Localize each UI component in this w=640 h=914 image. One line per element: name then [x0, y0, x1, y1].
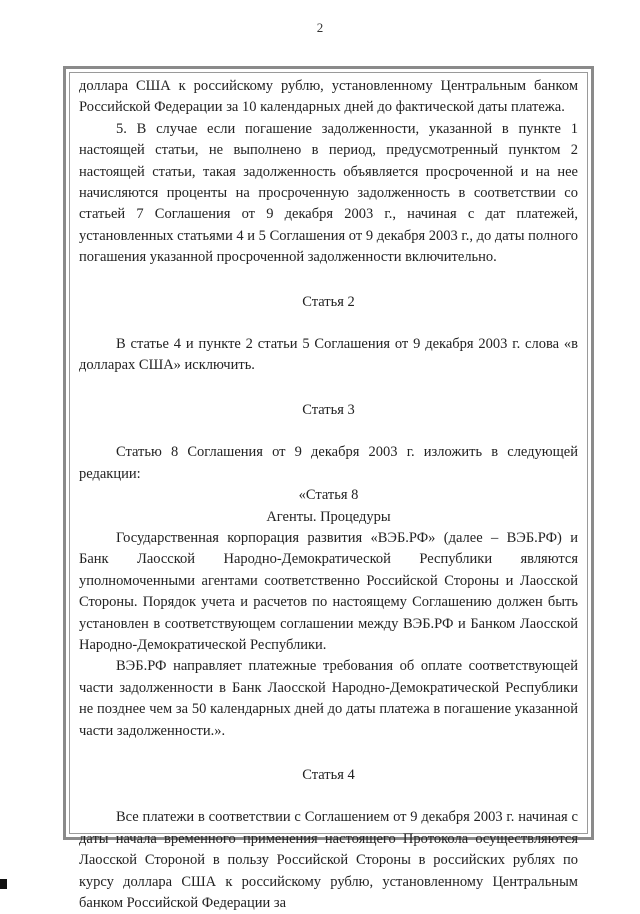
article-2-heading: Статья 2: [302, 293, 355, 310]
agents-procedures-heading: Агенты. Процедуры: [266, 508, 391, 525]
article-8-quoted-heading: «Статья 8: [298, 487, 359, 504]
paragraph-article-2: В статье 4 и пункте 2 статьи 5 Соглашения от 9 декабря 2003 г. слова «в долларах США» исключить.: [79, 336, 578, 374]
paragraph-agents: Государственная корпорация развития «ВЭБ.РФ» (далее – ВЭБ.РФ) и Банк Лаосской Народно-Демократической Республики являются уполномоченными агентами соответственно Российской Стороны и Лаосской Стороны. Порядок учета и расчетов по настоящему Соглашению должен быть установлен в соответствующем соглашении между ВЭБ.РФ и Банком Лаосской Народно-Демократической Республики.: [79, 529, 578, 653]
paragraph-article-4: Все платежи в соответствии с Соглашением от 9 декабря 2003 г. начиная с даты начала временного применения настоящего Протокола осуществляются Лаосской Стороной в пользу Российской Стороны в российских рублях по курсу доллара США к российскому рублю, установленному Центральным банком Российской Федерации за: [79, 809, 578, 911]
article-3-heading: Статья 3: [302, 401, 355, 418]
scan-mark: [0, 879, 7, 889]
page-number: 2: [316, 20, 324, 35]
paragraph-article-3: Статью 8 Соглашения от 9 декабря 2003 г. изложить в следующей редакции:: [79, 444, 578, 482]
article-4-heading: Статья 4: [302, 766, 355, 783]
document-body: [79, 76, 578, 914]
paragraph-clause-5: 5. В случае если погашение задолженности, указанной в пункте 1 настоящей статьи, не выполнено в период, предусмотренный пунктом 2 настоящей статьи, такая задолженность объявляется просроченной и на нее начисляются проценты на просроченную задолженность в соответствии со статьей 7 Соглашения от 9 декабря 2003 г., начиная с дат платежей, установленных статьями 4 и 5 Соглашения от 9 декабря 2003 г., до даты полного погашения указанной просроченной задолженности включительно.: [79, 120, 578, 266]
paragraph-payment-requests: ВЭБ.РФ направляет платежные требования об оплате соответствующей части задолженности в Банк Лаосской Народно-Демократической Республики не позднее чем за 50 календарных дней до даты платежа в погашение указанной части задолженности.».: [79, 658, 578, 739]
paragraph-exchange-rate-continuation: доллара США к российскому рублю, установленному Центральным банком Российской Федерации за 10 календарных дней до фактической даты платежа.: [79, 78, 578, 116]
